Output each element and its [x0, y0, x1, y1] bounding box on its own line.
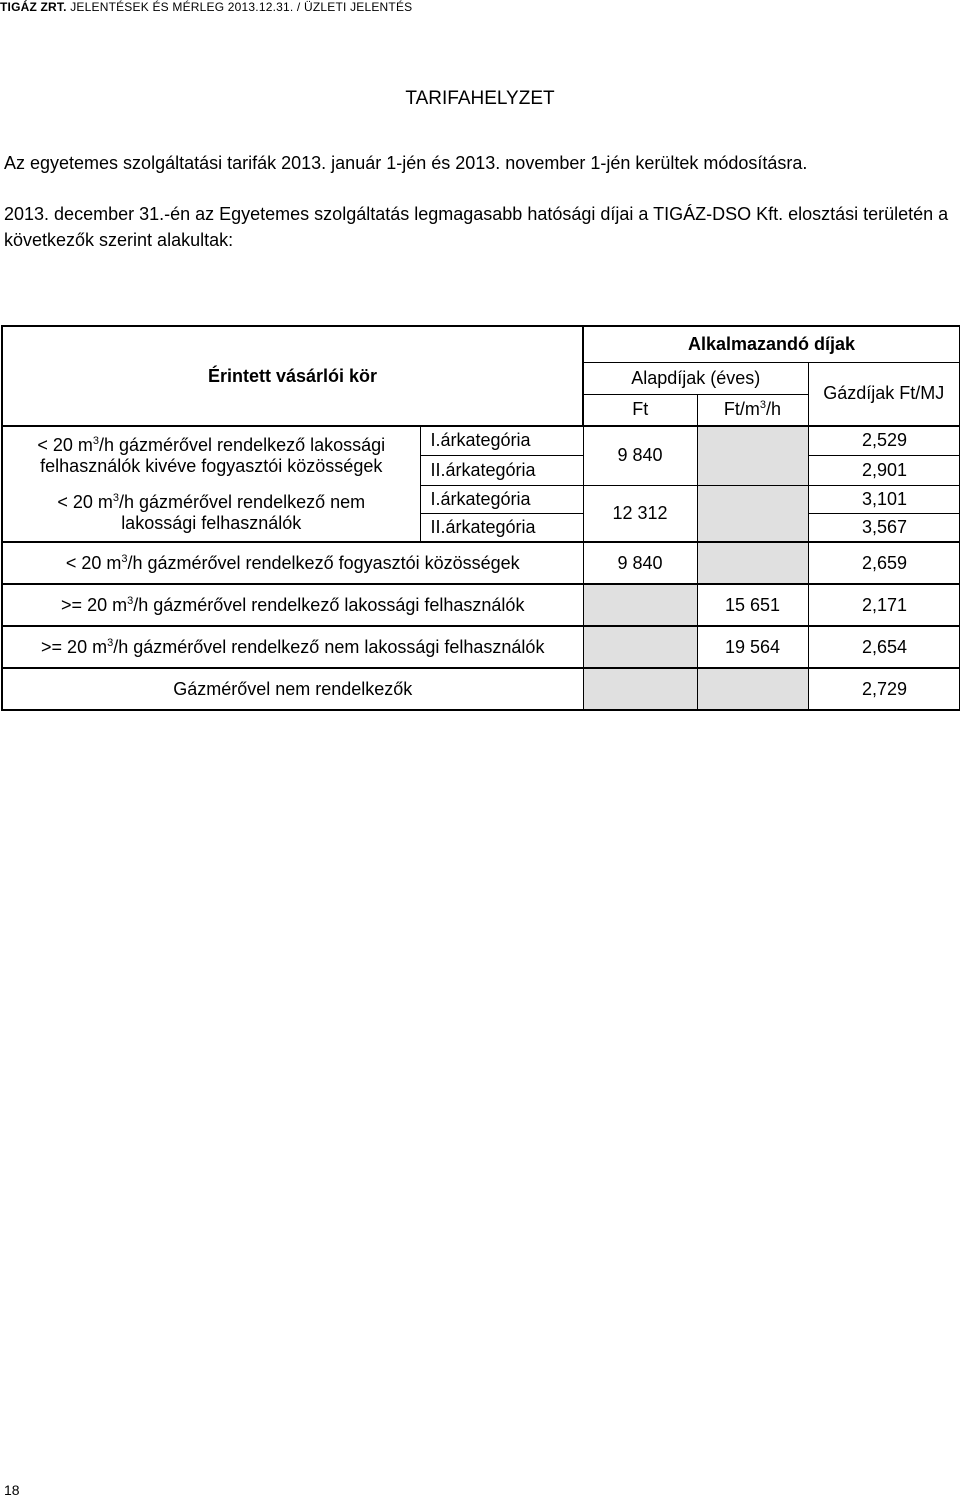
header-ft-m3h: $Ft/m^3/h$ [697, 394, 808, 426]
empty-cell [697, 668, 808, 710]
empty-cell [583, 668, 697, 710]
row-label: < 20 $m^3/h$ gázmérővel rendelkező fogyasztói közösségek [2, 542, 583, 584]
base-ft-m3h-cell: 19 564 [697, 626, 808, 668]
category-cell: I.árkategória [420, 485, 583, 513]
table-row [2, 542, 960, 584]
base-ft-cell: 9 840 [583, 426, 697, 485]
page-header [0, 0, 412, 14]
base-ft-cell: 12 312 [583, 485, 697, 542]
header-company: TIGÁZ ZRT. [0, 0, 67, 14]
category-cell: II.árkategória [420, 513, 583, 542]
row-label: Gázmérővel nem rendelkezők [2, 668, 583, 710]
base-ft-cell: 9 840 [583, 542, 697, 584]
empty-cell [697, 426, 808, 485]
header-gas-fees: Gázdíjak Ft/MJ [808, 362, 960, 426]
gas-fee-cell: 2,729 [808, 668, 960, 710]
row-label: >= 20 $m^3/h$ gázmérővel rendelkező lakossági felhasználók [2, 584, 583, 626]
group1-label: < 20 $m^3/h$ gázmérővel rendelkező lakossági felhasználók kivéve fogyasztói közösségek [2, 426, 420, 485]
group2-label: < 20 $m^3/h$ gázmérővel rendelkező nem lakossági felhasználók [2, 485, 420, 542]
description-paragraph: 2013. december 31.-én az Egyetemes szolgáltatás legmagasabb hatósági díjai a TIGÁZ-DSO Kft. elosztási területén a következők szerint alakultak: [4, 204, 949, 250]
row-label: >= 20 $m^3/h$ gázmérővel rendelkező nem lakossági felhasználók [2, 626, 583, 668]
header-customer-group: Érintett vásárlói kör [2, 326, 583, 426]
gas-fee-cell: 2,654 [808, 626, 960, 668]
table-row [2, 626, 960, 668]
gas-fee-cell: 3,567 [808, 513, 960, 542]
page-number: 18 [4, 1482, 20, 1498]
gas-fee-cell: 3,101 [808, 485, 960, 513]
gas-fee-cell: 2,529 [808, 426, 960, 455]
table-row [2, 584, 960, 626]
empty-cell [583, 584, 697, 626]
empty-cell [697, 485, 808, 542]
header-base-fees: Alapdíjak (éves) [583, 362, 808, 394]
table-row [2, 485, 960, 513]
header-section: JELENTÉSEK ÉS MÉRLEG 2013.12.31. / ÜZLETI JELENTÉS [70, 0, 413, 14]
page-title: TARIFAHELYZET [405, 88, 555, 109]
empty-cell [583, 626, 697, 668]
table-row [2, 668, 960, 710]
table-row [2, 426, 960, 455]
gas-fee-cell: 2,171 [808, 584, 960, 626]
empty-cell [697, 542, 808, 584]
category-cell: II.árkategória [420, 455, 583, 485]
header-ft: Ft [583, 394, 697, 426]
header-applicable-fees: Alkalmazandó díjak [583, 326, 960, 362]
tariff-table [1, 325, 960, 711]
gas-fee-cell: 2,659 [808, 542, 960, 584]
gas-fee-cell: 2,901 [808, 455, 960, 485]
intro-paragraph: Az egyetemes szolgáltatási tarifák 2013. január 1-jén és 2013. november 1-jén kerültek módosításra. [4, 153, 808, 173]
category-cell: I.árkategória [420, 426, 583, 455]
base-ft-m3h-cell: 15 651 [697, 584, 808, 626]
